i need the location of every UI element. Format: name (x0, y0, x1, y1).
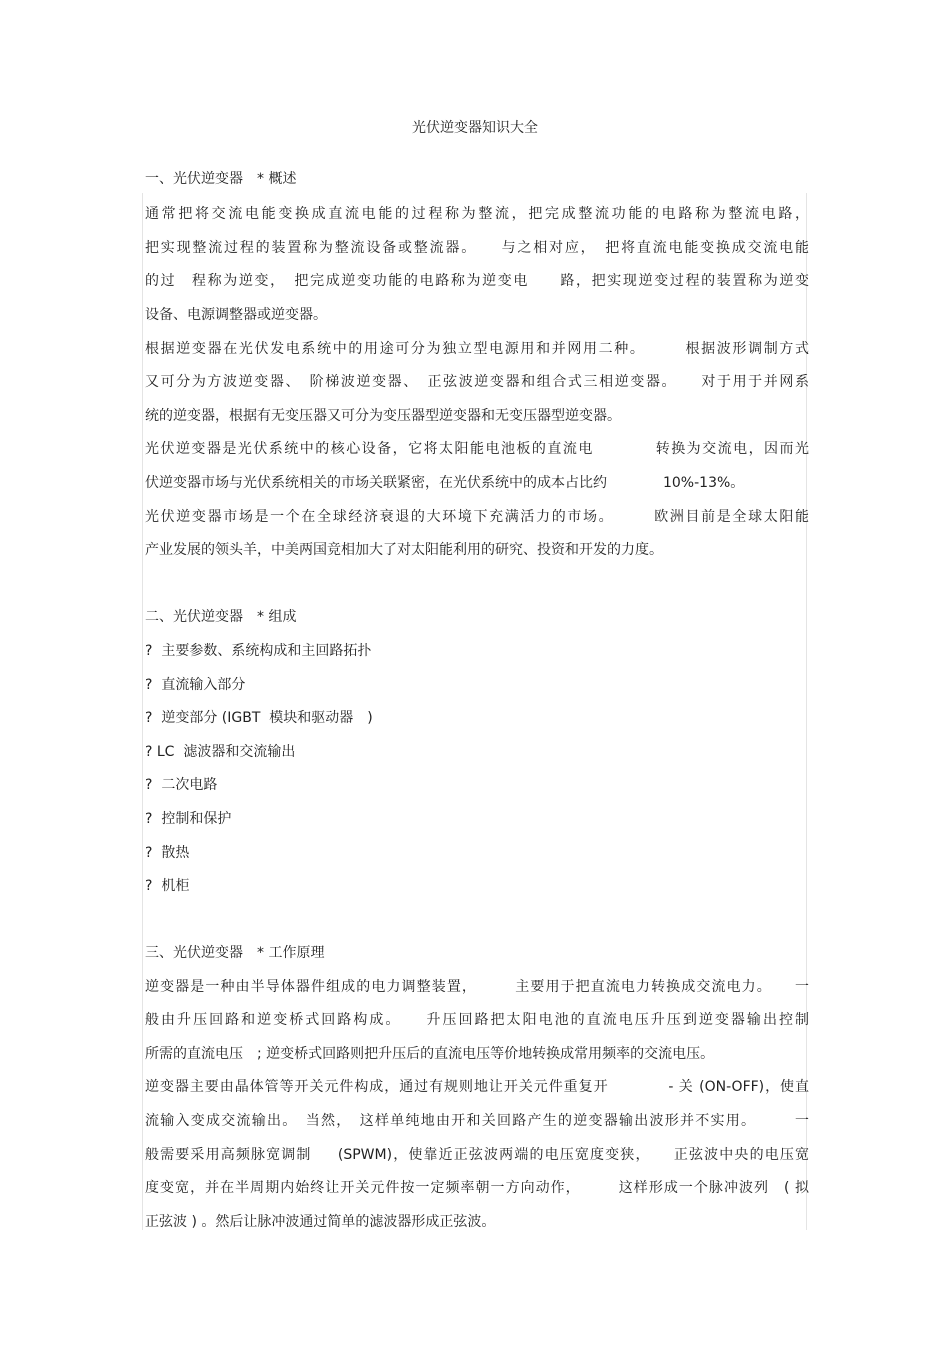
list-item: ? LC 滤波器和交流输出 (145, 744, 296, 760)
document-title: 光伏逆变器知识大全 (412, 120, 538, 136)
paragraph-line: 又可分为方波逆变器、 阶梯波逆变器、 正弦波逆变器和组合式三相逆变器。 对于用于并网系 (145, 374, 809, 390)
paragraph-line: 的过 程称为逆变， 把完成逆变功能的电路称为逆变电 路，把实现逆变过程的装置称为逆变 (145, 273, 809, 289)
list-item: ? 直流输入部分 (145, 677, 246, 693)
left-margin-rule (142, 193, 143, 1230)
section-3-heading: 三、光伏逆变器 * 工作原理 (145, 945, 325, 961)
paragraph-line: 逆变器主要由晶体管等开关元件构成，通过有规则地让开关元件重复开 - 关 (ON-OFF)，使直 (145, 1079, 809, 1095)
paragraph-line: 光伏逆变器是光伏系统中的核心设备，它将太阳能电池板的直流电 转换为交流电，因而光 (145, 441, 809, 457)
paragraph-line: 产业发展的领头羊，中美两国竞相加大了对太阳能利用的研究、投资和开发的力度。 (145, 542, 663, 558)
paragraph-line: 根据逆变器在光伏发电系统中的用途可分为独立型电源用和并网用二种。 根据波形调制方式 (145, 341, 809, 357)
paragraph-line: 正弦波 ) 。然后让脉冲波通过简单的滤波器形成正弦波。 (145, 1214, 496, 1230)
paragraph-line: 伏逆变器市场与光伏系统相关的市场关联紧密，在光伏系统中的成本占比约 10%-13%。 (145, 475, 745, 491)
list-item: ? 二次电路 (145, 777, 218, 793)
paragraph-line: 度变宽，并在半周期内始终让开关元件按一定频率朝一方向动作， 这样形成一个脉冲波列 ( 拟 (145, 1180, 809, 1196)
list-item: ? 散热 (145, 845, 190, 861)
list-item: ? 机柜 (145, 878, 190, 894)
paragraph-line: 般需要采用高频脉宽调制 (SPWM)，使靠近正弦波两端的电压宽度变狭， 正弦波中央的电压宽 (145, 1147, 809, 1163)
list-item: ? 主要参数、系统构成和主回路拓扑 (145, 643, 372, 659)
paragraph-line: 通常把将交流电能变换成直流电能的过程称为整流，把完成整流功能的电路称为整流电路， (145, 206, 809, 222)
section-2-heading: 二、光伏逆变器 * 组成 (145, 609, 297, 625)
section-1-heading: 一、光伏逆变器 * 概述 (145, 171, 297, 187)
paragraph-line: 统的逆变器，根据有无变压器又可分为变压器型逆变器和无变压器型逆变器。 (145, 408, 621, 424)
paragraph-line: 流输入变成交流输出。 当然， 这样单纯地由开和关回路产生的逆变器输出波形并不实用。 一 (145, 1113, 809, 1129)
paragraph-line: 把实现整流过程的装置称为整流设备或整流器。 与之相对应， 把将直流电能变换成交流电能 (145, 240, 809, 256)
paragraph-line: 般由升压回路和逆变桥式回路构成。 升压回路把太阳电池的直流电压升压到逆变器输出控制 (145, 1012, 809, 1028)
paragraph-line: 光伏逆变器市场是一个在全球经济衰退的大环境下充满活力的市场。 欧洲目前是全球太阳能 (145, 509, 809, 525)
paragraph-line: 逆变器是一种由半导体器件组成的电力调整装置， 主要用于把直流电力转换成交流电力。 一 (145, 979, 809, 995)
list-item: ? 逆变部分 (IGBT 模块和驱动器 ) (145, 710, 373, 726)
paragraph-line: 所需的直流电压 ; 逆变桥式回路则把升压后的直流电压等价地转换成常用频率的交流电压。 (145, 1046, 715, 1062)
list-item: ? 控制和保护 (145, 811, 232, 827)
paragraph-line: 设备、电源调整器或逆变器。 (145, 307, 327, 323)
